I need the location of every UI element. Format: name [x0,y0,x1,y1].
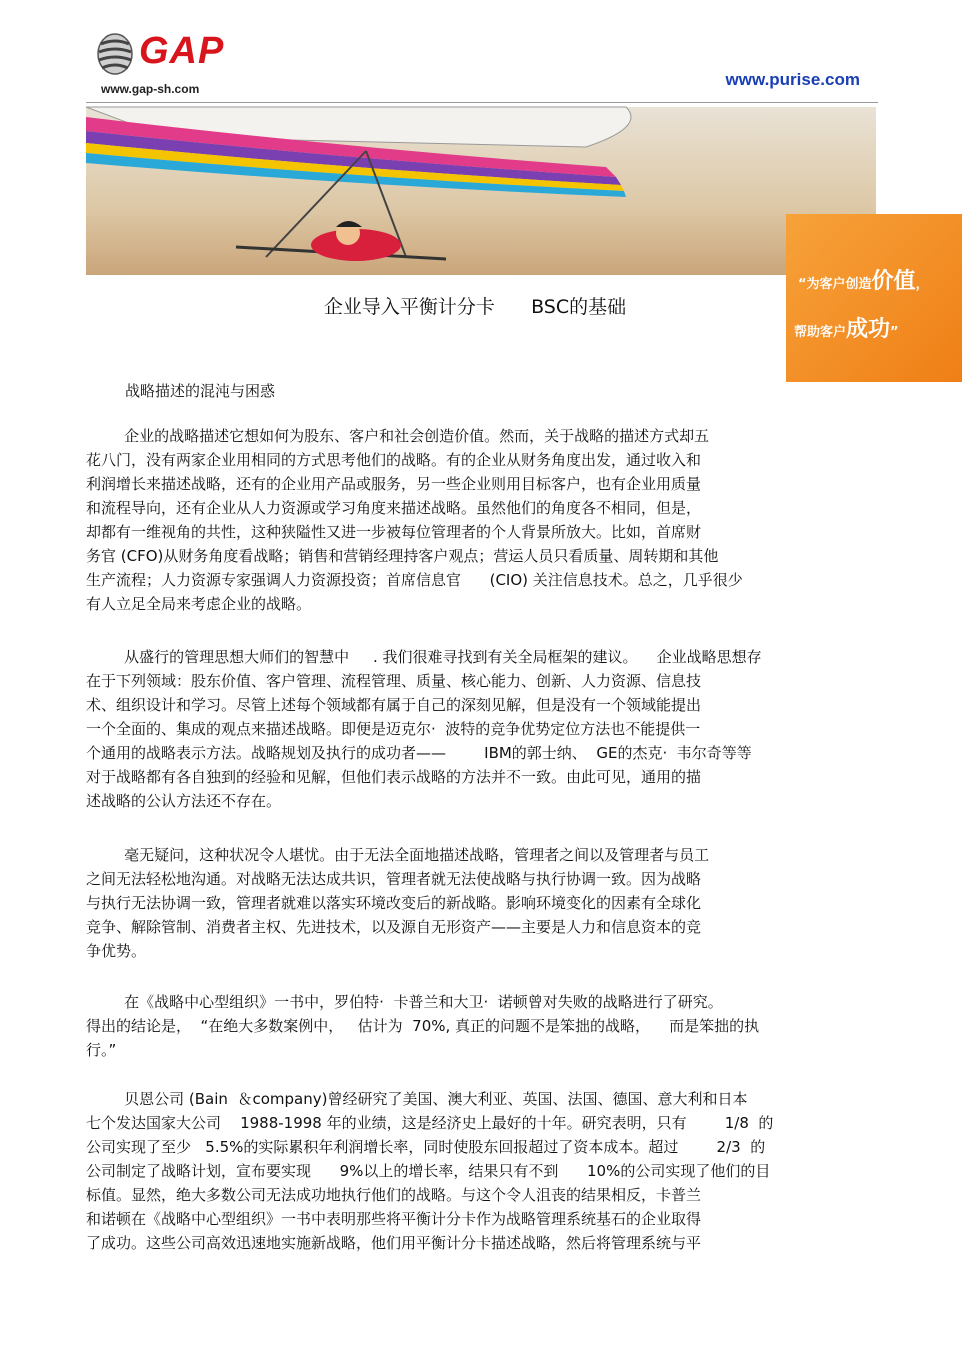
text-line: 和流程导向，还有企业从人力资源或学习角度来描述战略。虽然他们的角度各不相同，但是， [86,499,702,517]
text-line: 七个发达国家大公司 1988-1998 年的业绩，这是经济史上最好的十年。研究表明，只有 1/8 的 [86,1114,774,1132]
section-heading: 战略描述的混沌与困惑 [125,382,276,400]
company-logo [95,28,250,98]
text-line: 得出的结论是， “在绝大多数案例中， 估计为 70%, 真正的问题不是笨拙的战略， 而是笨拙的执 [86,1017,760,1035]
text-line: 企业的战略描述它想如何为股东、客户和社会创造价值。然而，关于战略的描述方式却五 [86,427,710,445]
page-title: 企业导入平衡计分卡 BSC的基础 [323,296,627,318]
paragraph-2 [86,645,876,813]
text-line: 竞争、解除管制、消费者主权、先进技术，以及源自无形资产——主要是人力和信息资本的竞 [86,918,702,936]
text-line: 争优势。 [86,942,147,960]
site-url-link[interactable]: www.purise.com [725,70,860,89]
text-line: 个通用的战略表示方法。战略规划及执行的成功者—— IBM的郭士纳、 GE的杰克· 韦尔奇等等 [86,744,752,762]
slogan-line-1-pre: “为客户创造 [798,277,872,292]
text-line: 和诺顿在《战略中心型组织》一书中表明那些将平衡计分卡作为战略管理系统基石的企业取得 [86,1210,702,1228]
logo-wordmark: GAP [139,30,225,72]
text-line: 务官 (CFO)从财务角度看战略；销售和营销经理持客户观点；营运人员只看质量、周转期和其他 [86,547,719,565]
text-line: 在于下列领域：股东价值、客户管理、流程管理、质量、核心能力、创新、人力资源、信息技 [86,672,702,690]
text-line: 行。” [86,1041,117,1059]
globe-logo-icon [95,32,135,76]
text-line: 与执行无法协调一致，管理者就难以落实环境改变后的新战略。影响环境变化的因素有全球化 [86,894,702,912]
text-line: 毫无疑问，这种状况令人堪忧。由于无法全面地描述战略，管理者之间以及管理者与员工 [86,846,710,864]
text-line: 花八门，没有两家企业用相同的方式思考他们的战略。有的企业从财务角度出发，通过收入和 [86,451,702,469]
text-line: 公司制定了战略计划，宣布要实现 9%以上的增长率，结果只有不到 10%的公司实现了他们的目 [86,1162,771,1180]
header-divider [86,102,878,103]
slogan-line-1 [798,264,929,295]
slogan-line-2-pre: 帮助客户 [794,325,847,340]
text-line: 一个全面的、集成的观点来描述战略。即便是迈克尔· 波特的竞争优势定位方法也不能提供一 [86,720,701,738]
text-line: 贝恩公司 (Bain ＆company)曾经研究了美国、澳大利亚、英国、法国、德国、意大利和日本 [86,1090,748,1108]
text-line: 之间无法轻松地沟通。对战略无法达成共识，管理者就无法使战略与执行协调一致。因为战略 [86,870,702,888]
paragraph-4 [86,990,876,1062]
slogan-line-1-emphasis: 价值 [871,269,916,294]
text-line: 标值。显然，绝大多数公司无法成功地执行他们的战略。与这个令人沮丧的结果相反，卡普兰 [86,1186,702,1204]
logo-url[interactable]: www.gap-sh.com [101,82,200,96]
text-line: 对于战略都有各自独到的经验和见解，但他们表示战略的方法并不一致。由此可见，通用的描 [86,768,702,786]
text-line: 利润增长来描述战略，还有的企业用产品或服务，另一些企业则用目标客户，也有企业用质量 [86,475,702,493]
paragraph-1 [86,424,876,616]
text-line: 从盛行的管理思想大师们的智慧中 . 我们很难寻找到有关全局框架的建议。 企业战略思想存 [86,648,762,666]
slogan-line-1-post: ， [915,277,929,292]
text-line: 术、组织设计和学习。尽管上述每个领域都有属于自己的深刻见解，但是没有一个领域能提出 [86,696,702,714]
text-line: 生产流程；人力资源专家强调人力资源投资；首席信息官 (CIO) 关注信息技术。总之，几乎很少 [86,571,743,589]
paragraph-5 [86,1087,876,1255]
slogan-line-2-emphasis: 成功 [846,317,891,342]
paragraph-3 [86,843,876,963]
hang-glider-illustration [86,107,876,275]
slogan-line-2-post: ” [890,325,899,340]
text-line: 在《战略中心型组织》一书中，罗伯特· 卡普兰和大卫· 诺顿曾对失败的战略进行了研究。 [86,993,723,1011]
text-line: 有人立足全局来考虑企业的战略。 [86,595,312,613]
text-line: 却都有一维视角的共性，这种狭隘性又进一步被每位管理者的个人背景所放大。比如，首席财 [86,523,702,541]
text-line: 公司实现了至少 5.5%的实际累积年利润增长率，同时使股东回报超过了资本成本。超过 2/3 的 [86,1138,766,1156]
text-line: 了成功。这些公司高效迅速地实施新战略，他们用平衡计分卡描述战略，然后将管理系统与平 [86,1234,702,1252]
text-line: 述战略的公认方法还不存在。 [86,792,282,810]
